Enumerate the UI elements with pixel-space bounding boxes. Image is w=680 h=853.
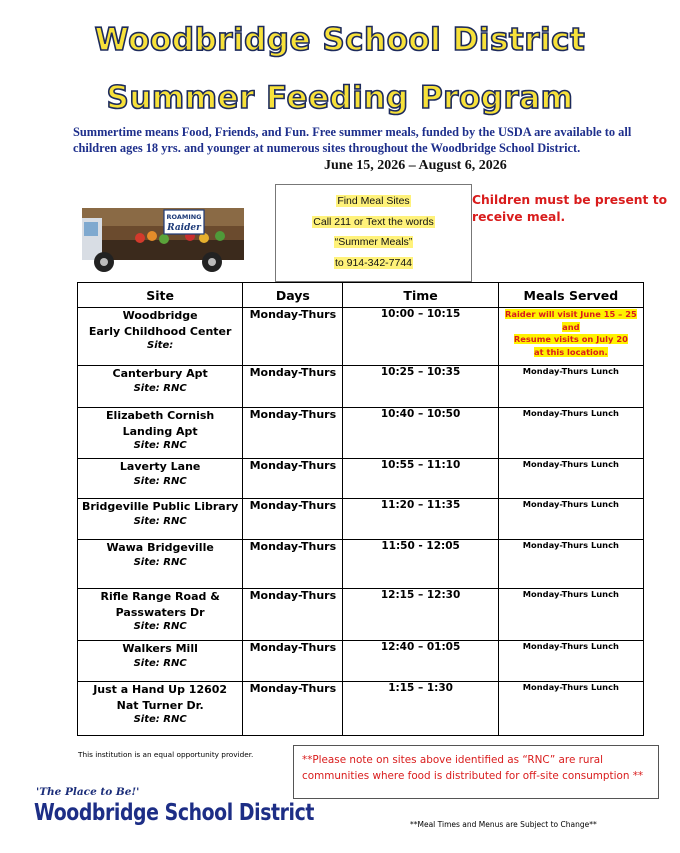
days-cell: Monday-Thurs [243, 540, 343, 589]
meals-cell: Monday-Thurs Lunch [498, 408, 643, 459]
site-type: Site: RNC [133, 556, 187, 568]
time-cell: 10:00 – 10:15 [343, 308, 498, 366]
truck-sign-line2: Raider [167, 223, 201, 233]
site-type: Site: RNC [133, 714, 187, 725]
site-cell [78, 641, 243, 682]
time-cell: 12:40 – 01:05 [343, 641, 498, 682]
site-type: Site: [147, 340, 174, 351]
days-cell: Monday-Thurs [243, 459, 343, 499]
days-cell: Monday-Thurs [243, 499, 343, 540]
truck-sign-line1: ROAMING [166, 213, 202, 221]
raider-note-line3: Resume visits on July 20 [513, 334, 628, 344]
site-cell [78, 366, 243, 408]
table-row [78, 499, 644, 540]
meals-cell: Monday-Thurs Lunch [498, 459, 643, 499]
site-name-line2: Landing Apt [122, 424, 198, 438]
days-cell: Monday-Thurs [243, 308, 343, 366]
meals-cell: Monday-Thurs Lunch [498, 641, 643, 682]
time-cell: 11:20 – 11:35 [343, 499, 498, 540]
table-row [78, 589, 644, 641]
children-present-notice: Children must be present to receive meal. [472, 193, 668, 224]
time-cell: 12:15 – 12:30 [343, 589, 498, 641]
site-name: Rifle Range Road & [100, 590, 220, 603]
days-cell: Monday-Thurs [243, 408, 343, 459]
site-cell [78, 682, 243, 736]
site-name: Canterbury Apt [112, 367, 208, 380]
site-name: Bridgeville Public Library [81, 500, 239, 513]
site-name-line2: Passwaters Dr [115, 605, 205, 619]
site-name: Elizabeth Cornish [106, 409, 215, 422]
site-name: Wawa Bridgeville [106, 541, 214, 554]
site-type: Site: RNC [133, 621, 187, 632]
site-name-line2: Early Childhood Center [88, 324, 232, 338]
raider-note-line1: Raider will visit June 15 – 25 [504, 309, 637, 319]
site-cell [78, 459, 243, 499]
days-cell: Monday-Thurs [243, 641, 343, 682]
table-row [78, 366, 644, 408]
site-type: Site: RNC [133, 475, 187, 487]
table-header-row [78, 283, 644, 308]
site-type: Site: RNC [133, 382, 187, 394]
time-cell: 10:55 – 11:10 [343, 459, 498, 499]
find-line2: Call 211 or Text the words [313, 215, 434, 228]
table-row [78, 308, 644, 366]
find-line4: to 914-342-7744 [334, 256, 413, 269]
site-name: Laverty Lane [119, 460, 201, 473]
meals-cell: Monday-Thurs Lunch [498, 540, 643, 589]
table-row [78, 540, 644, 589]
intro-text: Summertime means Food, Friends, and Fun. Free summer meals, funded by the USDA are available to all children ages 18 yrs. and younger at numerous sites throughout the Woodbridge School District. [73, 125, 632, 155]
program-dates: June 15, 2026 – August 6, 2026 [324, 158, 507, 173]
days-cell: Monday-Thurs [243, 589, 343, 641]
raider-note-line2: and [562, 321, 580, 332]
header-site: Site [78, 283, 243, 308]
header-days: Days [243, 283, 343, 308]
raider-note-line4: at this location. [534, 346, 608, 357]
site-cell [78, 308, 243, 366]
subject-to-change-note: **Meal Times and Menus are Subject to Change** [410, 820, 597, 829]
find-line1: Find Meal Sites [337, 195, 410, 207]
find-line3: “Summer Meals” [334, 236, 413, 248]
site-type: Site: RNC [133, 440, 187, 451]
site-name-line2: Nat Turner Dr. [116, 698, 204, 712]
time-cell: 10:25 – 10:35 [343, 366, 498, 408]
meals-cell: Monday-Thurs Lunch [498, 499, 643, 540]
table-row [78, 682, 644, 736]
days-cell: Monday-Thurs [243, 366, 343, 408]
meals-cell: Monday-Thurs Lunch [498, 589, 643, 641]
district-logo: Woodbridge School District [34, 800, 314, 826]
site-name: Walkers Mill [122, 642, 198, 655]
meal-schedule-table [77, 282, 644, 736]
table-row [78, 408, 644, 459]
days-cell: Monday-Thurs [243, 682, 343, 736]
meals-cell [498, 308, 643, 366]
meals-cell: Monday-Thurs Lunch [498, 682, 643, 736]
program-title: Summer Feeding Program [106, 80, 574, 116]
time-cell: 10:40 – 10:50 [343, 408, 498, 459]
equal-opportunity-statement: This institution is an equal opportunity provider. [78, 750, 254, 759]
header-time: Time [343, 283, 498, 308]
table-row [78, 459, 644, 499]
site-type: Site: RNC [133, 515, 187, 527]
meals-cell: Monday-Thurs Lunch [498, 366, 643, 408]
header-meals: Meals Served [498, 283, 643, 308]
site-cell [78, 499, 243, 540]
site-cell [78, 408, 243, 459]
site-name: Just a Hand Up 12602 [93, 683, 228, 696]
site-cell [78, 540, 243, 589]
page-title: Woodbridge School District [94, 22, 586, 58]
rnc-note-box: **Please note on sites above identified as “RNC” are rural communities where food is distributed for off-site consumption ** [293, 745, 659, 799]
time-cell: 11:50 - 12:05 [343, 540, 498, 589]
district-tagline: 'The Place to Be!' [36, 786, 140, 798]
site-name: Woodbridge [122, 309, 198, 322]
find-meal-sites-box [275, 184, 472, 282]
site-type: Site: RNC [133, 657, 187, 669]
food-truck-image [80, 196, 248, 276]
time-cell: 1:15 – 1:30 [343, 682, 498, 736]
table-row [78, 641, 644, 682]
site-cell [78, 589, 243, 641]
